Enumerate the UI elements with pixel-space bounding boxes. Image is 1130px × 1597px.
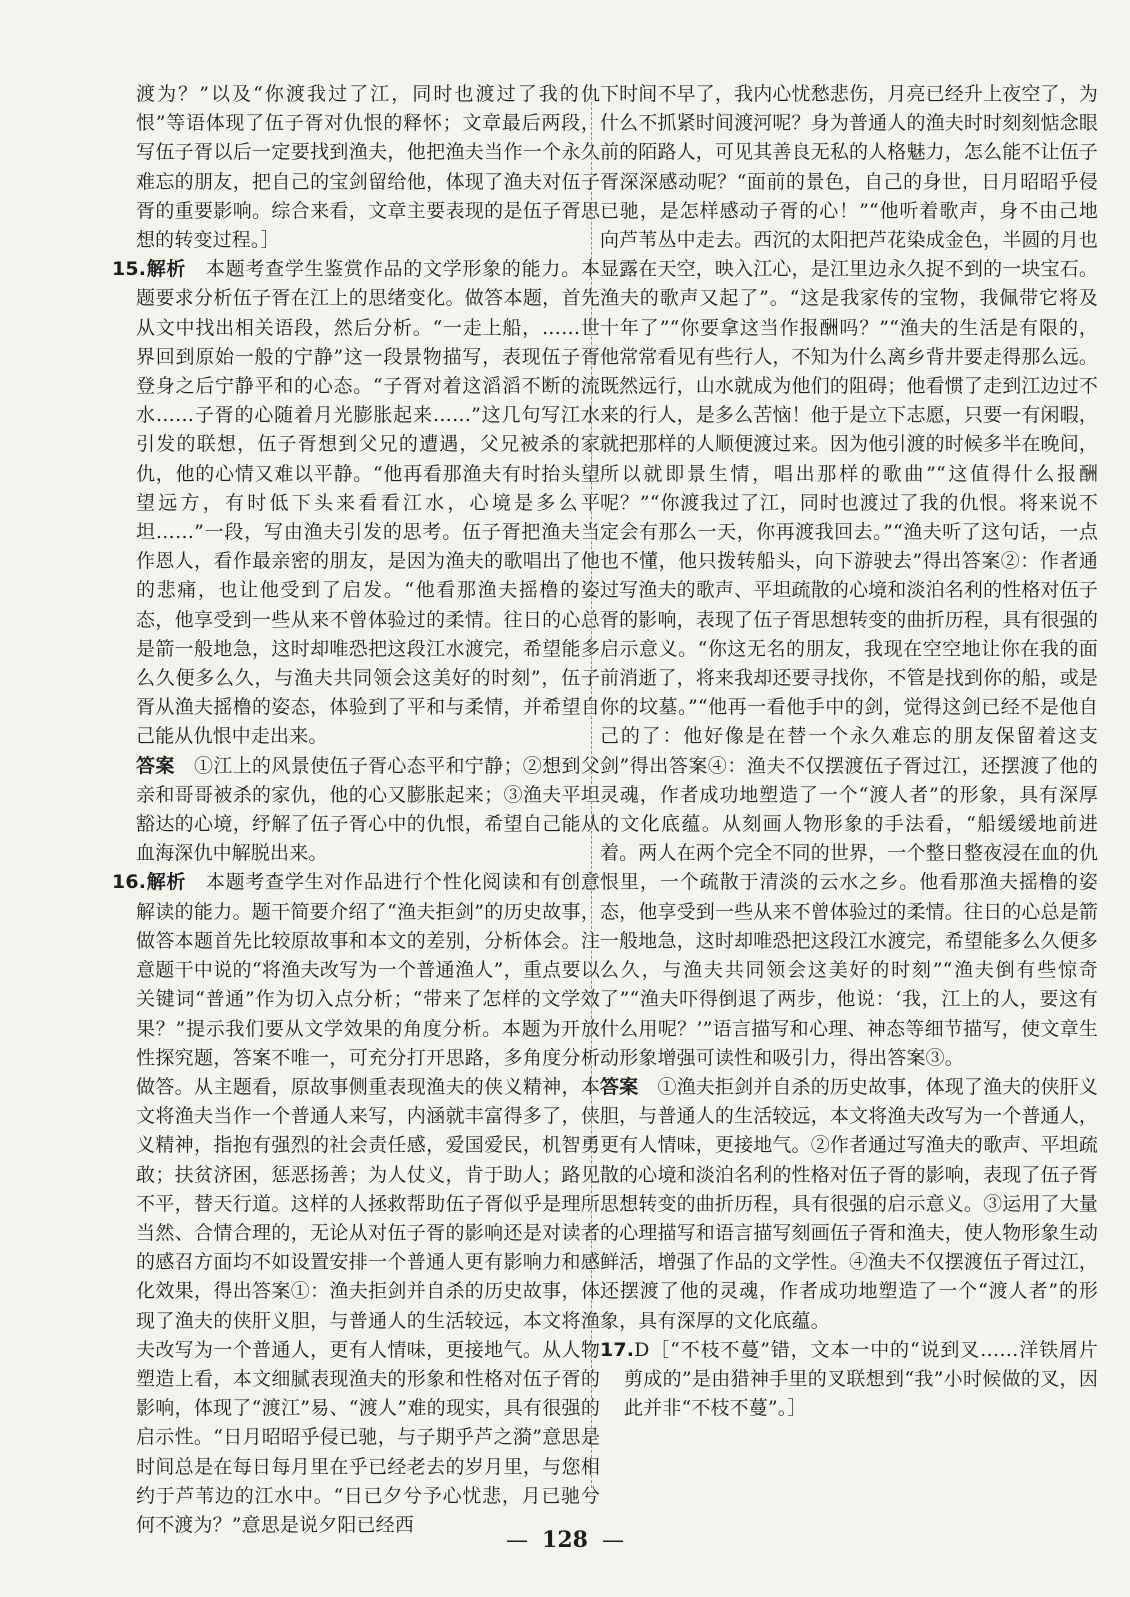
q15-number: 15. (112, 258, 147, 281)
q15-analysis (112, 255, 600, 751)
q16-answer-label: 答案 (600, 1075, 639, 1098)
q16-analysis (112, 868, 600, 1540)
page-number-value: 128 (542, 1527, 588, 1553)
page-number-dash-left: — (506, 1528, 529, 1553)
q15-answer-label: 答案 (136, 754, 175, 777)
q16-answer-text: ①渔夫拒剑并自杀的历史故事，体现了渔夫的侠肝义胆，与普通人的生活较远，本文将渔夫改写为一个普通人，更有人情味，更接地气。②作者通过写渔夫的歌声、平坦疏散的心境和淡泊名利的性格对伍子胥的影响，表现了伍子胥思想转变的曲折历程，具有很强的启示意义。③运用了大量的心理描写和语言描写刻画伍子胥和渔夫，使人物形象生动鲜活，增强了作品的文学性。④渔夫不仅摆渡伍子胥过江，还摆渡了他的灵魂，作者成功地塑造了一个“渡人者”的形象，具有深厚的文化底蕴。 (600, 1075, 1098, 1332)
q16-answer (600, 1073, 1098, 1336)
q16-analysis-continuation: 下时间不早了，我内心忧愁悲伤，月亮已经升上夜空了，为什么不抓紧时间渡河呢？身为普通人的渔夫时时刻刻惦念眼前的陌路人，可见其善良无私的人格魅力，怎么能不让伍子胥深深感动呢？“面前的景色，自己的身世，日月昭昭乎侵已驰，是怎样感动子胥的心！”“他听着歌声，身不由己地向芦苇丛中走去。西沉的太阳把芦花染成金色，半圆的月也显露在天空，映入江心，是江里边永久捉不到的一块宝石。渔夫的歌声又起了”。“这是我家传的宝物，我佩带它将及十年了”“你要拿这当作报酬吗？”“渔夫的生活是有限的，他常常看见有些行人，不知为什么离乡背井要走得那么远。既然远行，山水就成为他们的阻碍；他看惯了走到江边过不来的行人，是多么苦恼！他于是立下志愿，只要一有闲暇，就把那样的人顺便渡过来。因为他引渡的时候多半在晚间，所以就即景生情，唱出那样的歌曲”“这值得什么报酬呢？”“你渡我过了江，同时也渡过了我的仇恨。将来说不定会有那么一天，你再渡我回去。”“渔夫听了这句话，一点也不懂，他只拨转船头，向下游驶去”得出答案②：作者通过写渔夫的歌声、平坦疏散的心境和淡泊名利的性格对伍子胥的影响，表现了伍子胥思想转变的曲折历程，具有很强的启示意义。“你这无名的朋友，我现在空空地让你在我的面前消逝了，将来我却还要寻找你，不管是找到你的船，或是你的坟墓。”“他再一看他手中的剑，觉得这剑已经不是他自己的了：他好像是在替一个永久难忘的朋友保留着这支剑”得出答案④：渔夫不仅摆渡伍子胥过江，还摆渡了他的灵魂，作者成功地塑造了一个“渡人者”的形象，具有深厚的文化底蕴。从刻画人物形象的手法看，“船缓缓地前进着。两人在两个完全不同的世界，一个整日整夜浸在血的仇恨里，一个疏散于清淡的云水之乡。他看那渔夫摇橹的姿态，他享受到一些从来不曾体验过的柔情。往日的心总是箭一般地急，这时却唯恐把这段江水渡完，希望能多么久便多么久，与渔夫共同领会这美好的时刻”“渔夫倒有些惊奇了”“渔夫吓得倒退了两步，他说：‘我，江上的人，要这有什么用呢？’”语言描写和心理、神态等细节描写，使文章生动形象增强可读性和吸引力，得出答案③。 (600, 83, 1098, 1069)
column-divider (591, 92, 592, 1488)
q15-answer-text: ①江上的风景使伍子胥心态平和宁静；②想到父亲和哥哥被杀的家仇，他的心又膨胀起来；③渔夫平坦豁达的心境，纾解了伍子胥心中的仇恨，希望自己能从血海深仇中解脱出来。 (136, 754, 600, 865)
q17-explanation: ［“不枝不蔓”错，文本一中的“说到叉……洋铁屑片剪成的”是由猎神手里的叉联想到“我”小时候做的叉，因此并非“不枝不蔓”。］ (624, 1338, 1098, 1420)
q14-analysis-continuation: 渡为？”以及“你渡我过了江，同时也渡过了我的仇恨”等语体现了伍子胥对仇恨的释怀；文章最后两段，写伍子胥以后一定要找到渔夫，他把渔夫当作一个永久难忘的朋友，把自己的宝剑留给他，体现了渔夫对伍子胥的重要影响。综合来看，文章主要表现的是伍子胥思想的转变过程。］ (136, 83, 600, 252)
right-column (600, 80, 1098, 1423)
q17-choice: D (634, 1338, 650, 1361)
q16-number: 16. (112, 871, 147, 894)
q16-analysis-text: 本题考查学生对作品进行个性化阅读和有创意解读的能力。题干简要介绍了“渔夫拒剑”的历史故事，做答本题首先比较原故事和本文的差别，分析体会。注意题干中说的“将渔夫改写为一个普通渔人”，重点要以关键词“普通”作为切入点分析；“带来了怎样的文学效果？”提示我们要从文学效果的角度分析。本题为开放性探究题，答案不唯一，可充分打开思路，多角度分析做答。从主题看，原故事侧重表现渔夫的侠义精神，本文将渔夫当作一个普通人来写，内涵就丰富得多了，侠义精神，指抱有强烈的社会责任感，爱国爱民，机智勇敢；扶贫济困，惩恶扬善；为人仗义，肯于助人；路见不平，替天行道。这样的人拯救帮助伍子胥似乎是理所当然、合情合理的，无论从对伍子胥的影响还是对读者的感召方面均不如设置安排一个普通人更有影响力和感化效果，得出答案①：渔夫拒剑并自杀的历史故事，体现了渔夫的侠肝义胆，与普通人的生活较远，本文将渔夫改写为一个普通人，更有人情味，更接地气。从人物塑造上看，本文细腻表现渔夫的形象和性格对伍子胥的影响，体现了“渡江”易、“渡人”难的现实，具有很强的启示性。“日月昭昭乎侵已驰，与子期乎芦之漪”意思是时间总是在每日每月里在乎已经老去的岁月里，与您相约于芦苇边的江水中。“日已夕兮予心忧悲，月已驰兮何不渡为？”意思是说夕阳已经西 (136, 871, 600, 1536)
q15-analysis-label: 解析 (146, 258, 187, 281)
q15-answer (112, 752, 600, 869)
left-column (112, 80, 600, 1540)
page-number-dash-right: — (601, 1528, 624, 1553)
q17-answer (600, 1336, 1098, 1424)
q16-analysis-label: 解析 (146, 871, 187, 894)
page-number (0, 1527, 1130, 1553)
q15-analysis-text: 本题考查学生鉴赏作品的文学形象的能力。本题要求分析伍子胥在江上的思绪变化。做答本题，首先从文中找出相关语段，然后分析。“一走上船，……世界回到原始一般的宁静”这一段景物描写，表现伍子胥登身之后宁静平和的心态。“子胥对着这滔滔不断的流水……子胥的心随着月光膨胀起来……”这几句写江水引发的联想，伍子胥想到父兄的遭遇，父兄被杀的家仇，他的心情又难以平静。“他再看那渔夫有时抬头望望远方，有时低下头来看看江水，心境是多么平坦……”一段，写由渔夫引发的思考。伍子胥把渔夫当作恩人，看作最亲密的朋友，是因为渔夫的歌唱出了他的悲痛，也让他受到了启发。“他看那渔夫摇橹的姿态，他享受到一些从来不曾体验过的柔情。往日的心总是箭一般地急，这时却唯恐把这段江水渡完，希望能多么久便多么久，与渔夫共同领会这美好的时刻”，伍子胥从渔夫摇橹的姿态，体验到了平和与柔情，并希望自己能从仇恨中走出来。 (136, 258, 600, 748)
q17-number: 17. (600, 1338, 635, 1361)
